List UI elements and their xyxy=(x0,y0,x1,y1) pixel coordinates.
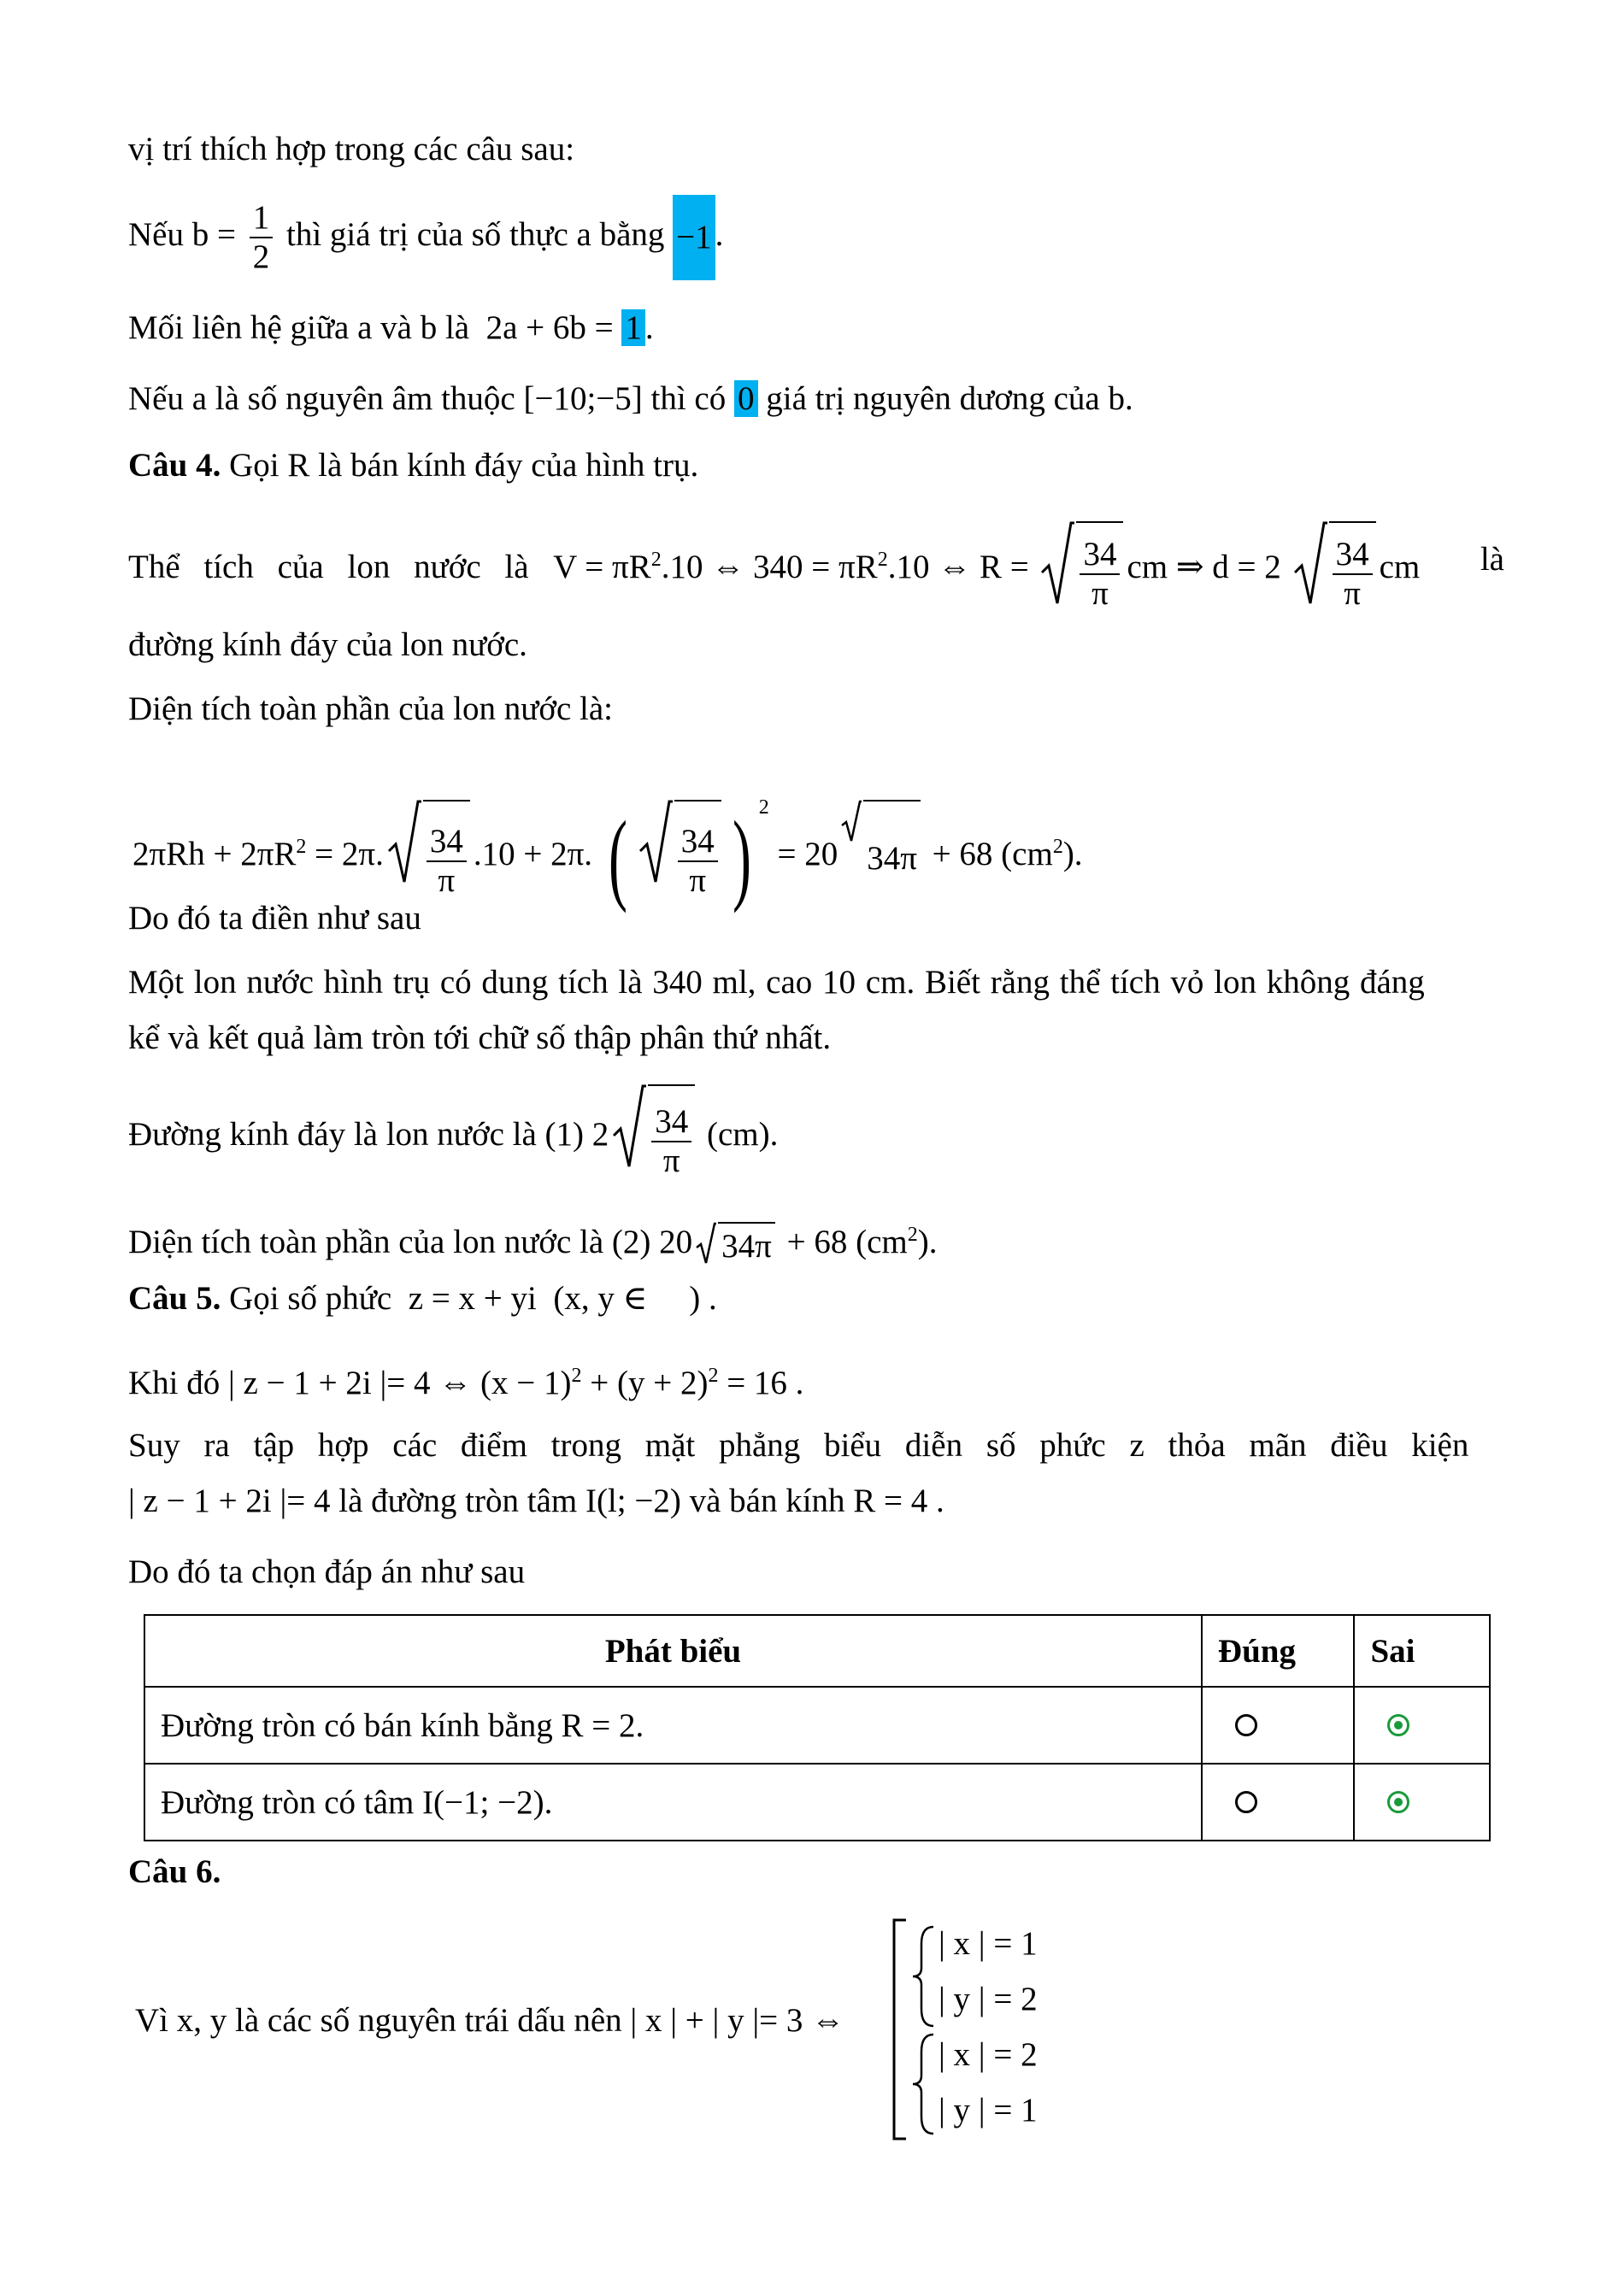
ans1-coef: 2 xyxy=(591,1116,609,1153)
radio-false-cell xyxy=(1354,1687,1490,1764)
statement-cell: Đường tròn có bán kính bằng R = 2. xyxy=(144,1687,1202,1764)
q5-title: Gọi số phức z = x + yi (x, y ∈ ) . xyxy=(229,1280,717,1317)
q5-l1b: + (y + 2) xyxy=(581,1365,709,1401)
radio-true[interactable] xyxy=(1235,1791,1257,1813)
statement-1 xyxy=(128,192,723,280)
q4-cm-imp: cm ⇒ d = 2 xyxy=(1127,549,1281,585)
q5-label: Câu 5. xyxy=(128,1280,221,1317)
sqrt-34pi-2: 34π xyxy=(696,1222,775,1268)
q4-vol-expr: V = πR xyxy=(553,549,651,585)
left-paren: ( xyxy=(608,800,627,914)
ans2-end: ). xyxy=(917,1224,938,1260)
table-header-row xyxy=(144,1615,1490,1687)
radio-false-cell xyxy=(1354,1764,1490,1841)
q4-heading xyxy=(128,444,698,487)
s2-pre: Mối liên hệ giữa a và b là xyxy=(128,309,470,346)
q4-volume-line xyxy=(128,513,1504,619)
q4-vol-mid2: .10 ⇔ R = xyxy=(887,549,1029,585)
exp-2a: 2 xyxy=(650,549,662,571)
sqrt-34-over-pi-3: $\frac{34}{\pi}$ xyxy=(387,800,470,914)
q5-l1a: Khi đó | z − 1 + 2i |= 4 ⇔ (x − 1) xyxy=(128,1365,572,1401)
answer-box-3[interactable]: 0 xyxy=(734,380,758,417)
radio-false-selected[interactable] xyxy=(1387,1791,1409,1813)
q4-vol-mid1: .10 ⇔ 340 = πR xyxy=(661,549,878,585)
ans2-post: + 68 (cm xyxy=(786,1224,908,1260)
q6-label: Câu 6. xyxy=(128,1853,221,1890)
s1-end: . xyxy=(715,216,724,253)
outer-bracket xyxy=(889,1918,940,2140)
statement-cell: Đường tròn có tâm I(−1; −2). xyxy=(144,1764,1202,1841)
answer-2-line xyxy=(128,1213,938,1268)
exp-2h: 2 xyxy=(708,1365,719,1387)
exp-2d: 2 xyxy=(758,796,769,819)
right-paren: ) xyxy=(732,800,751,914)
problem-line-1: Một lon nước hình trụ có dung tích là 340 ml, cao 10 cm. Biết rằng thể tích vỏ lon không đáng xyxy=(128,964,1425,1001)
radio-true-cell xyxy=(1202,1764,1355,1841)
table-row xyxy=(144,1687,1490,1764)
q5-line1 xyxy=(128,1354,803,1405)
q4-vol-pre: Thể tích của lon nước là xyxy=(128,549,529,585)
exp-2f: 2 xyxy=(907,1224,918,1246)
q5-choose: Do đó ta chọn đáp án như sau xyxy=(128,1553,526,1590)
s1-mid: thì giá trị của số thực a bằng xyxy=(285,216,665,253)
exp-2c: 2 xyxy=(296,836,307,858)
sys-eq-4: | y | = 1 xyxy=(939,2092,1038,2129)
sqrt-34-over-pi-4: $\frac{34}{\pi}$ xyxy=(638,800,721,914)
sys-eq-2: | y | = 2 xyxy=(939,1981,1038,2017)
sys-eq-3: | x | = 2 xyxy=(939,2036,1038,2073)
ans2-pre: Diện tích toàn phần của lon nước là (2) xyxy=(128,1224,651,1260)
ans1-unit: (cm). xyxy=(707,1116,779,1153)
area-f: ). xyxy=(1062,836,1083,872)
area-d: = 20 xyxy=(777,836,838,872)
exp-2e: 2 xyxy=(1052,836,1063,858)
problem-line-2: kể và kết quả làm tròn tới chữ số thập phân thứ nhất. xyxy=(128,1019,832,1056)
radio-false-selected[interactable] xyxy=(1387,1714,1409,1736)
s3-pre: Nếu a là số nguyên âm thuộc [−10;−5] thì có xyxy=(128,380,727,417)
sqrt-34-over-pi-5: $\frac{34}{\pi}$ xyxy=(612,1084,695,1190)
sys-eq-1: | x | = 1 xyxy=(939,1925,1038,1962)
fraction-one-half: $\frac{1}{2}$ xyxy=(250,199,274,276)
q4-area-formula xyxy=(132,752,1083,914)
q5-line2: Suy ra tập hợp các điểm trong mặt phẳng biểu diễn số phức z thỏa mãn điều kiện xyxy=(128,1427,1469,1464)
s3-post: giá trị nguyên dương của b. xyxy=(766,380,1133,417)
s1-pre: Nếu xyxy=(128,216,184,253)
q4-line2: đường kính đáy của lon nước. xyxy=(128,626,527,663)
s2-end: . xyxy=(644,309,654,346)
ans2-coef: 20 xyxy=(659,1224,693,1260)
statement-3 xyxy=(128,378,1133,420)
q4-la: là xyxy=(1480,541,1504,578)
s1-b-eq: b = xyxy=(191,216,236,253)
ans1-pre: Đường kính đáy là lon nước là (1) xyxy=(128,1116,584,1153)
q6-text: Vì x, y là các số nguyên trái dấu nên | x | + | y |= 3 ⇔ xyxy=(135,2002,845,2039)
table-row xyxy=(144,1764,1490,1841)
statement-2 xyxy=(128,307,654,349)
area-c: .10 + 2π. xyxy=(473,836,593,872)
q5-heading xyxy=(128,1277,717,1320)
q4-label: Câu 4. xyxy=(128,447,221,484)
radio-true-cell xyxy=(1202,1687,1355,1764)
s2-expr: 2a + 6b = xyxy=(485,309,614,346)
exp-2g: 2 xyxy=(571,1365,582,1387)
header-statement: Phát biểu xyxy=(144,1615,1202,1687)
q4-area-title: Diện tích toàn phần của lon nước là: xyxy=(128,690,614,727)
q5-line3: | z − 1 + 2i |= 4 là đường tròn tâm I(l; −2) và bán kính R = 4 . xyxy=(128,1483,944,1519)
q4-title: Gọi R là bán kính đáy của hình trụ. xyxy=(229,447,699,484)
q5-l1c: = 16 . xyxy=(718,1365,804,1401)
intro-text: vị trí thích hợp trong các câu sau: xyxy=(128,131,575,167)
radio-true[interactable] xyxy=(1235,1714,1257,1736)
area-e: + 68 (cm xyxy=(932,836,1053,872)
fill-title: Do đó ta điền như sau xyxy=(128,900,421,937)
sqrt-34pi: 34π xyxy=(841,800,921,914)
exp-2b: 2 xyxy=(877,549,888,571)
sqrt-34-over-pi-2: $\frac{34}{\pi}$ xyxy=(1293,521,1376,619)
sqrt-34-over-pi-1: $\frac{34}{\pi}$ xyxy=(1040,521,1123,619)
header-true: Đúng xyxy=(1202,1615,1355,1687)
area-a: 2πRh + 2πR xyxy=(132,836,297,872)
true-false-table xyxy=(144,1614,1491,1841)
answer-1-line xyxy=(128,1083,778,1190)
header-false: Sai xyxy=(1354,1615,1490,1687)
answer-box-2[interactable]: 1 xyxy=(621,309,645,346)
area-b: = 2π. xyxy=(315,836,384,872)
answer-box-1[interactable]: −1 xyxy=(673,195,715,280)
q4-cm: cm xyxy=(1379,549,1421,585)
